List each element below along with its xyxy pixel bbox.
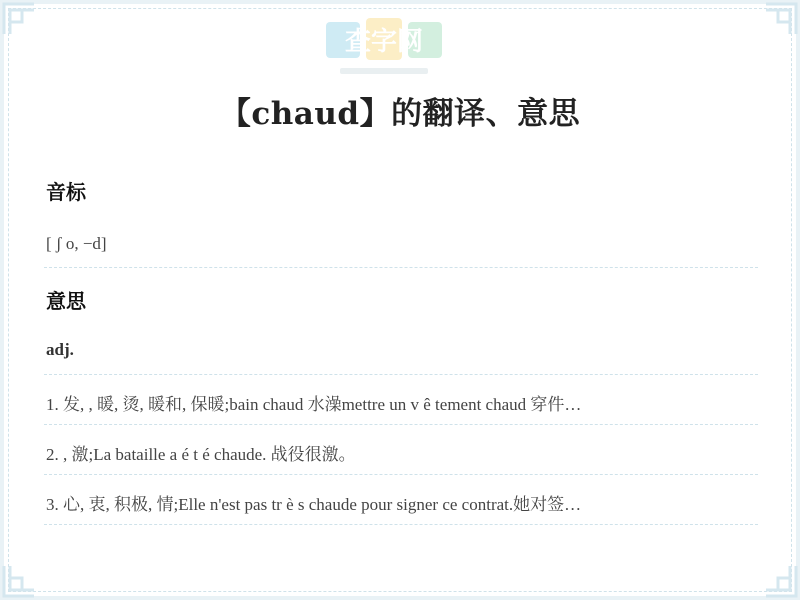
meaning-item-3: 3. 心, 衷, 积极, 情;Elle n'est pas tr è s chaude pour signer ce contrat.她对签…: [46, 495, 582, 514]
meaning-heading: 意思: [46, 289, 86, 313]
divider: [44, 267, 758, 268]
corner-ornament-bottom-right: [764, 564, 798, 598]
corner-ornament-top-left: [2, 2, 36, 36]
page-title: 【chaud】的翻译、意思: [219, 96, 581, 132]
meaning-item-2: 2. , 激;La bataille a é t é chaude. 战役很激。: [46, 445, 356, 464]
meaning-item-1: 1. 发, , 暖, 烫, 暖和, 保暖;bain chaud 水澡mettre un v ê tement chaud 穿件…: [46, 395, 582, 414]
divider: [44, 374, 758, 375]
part-of-speech: adj.: [46, 340, 74, 359]
phonetic-heading: 音标: [46, 180, 86, 204]
corner-ornament-top-right: [764, 2, 798, 36]
divider: [44, 474, 758, 475]
site-logo-watermark: [322, 16, 446, 80]
corner-ornament-bottom-left: [2, 564, 36, 598]
phonetic-text: [ ʃ o, −d]: [46, 234, 107, 253]
divider: [44, 524, 758, 525]
divider: [44, 424, 758, 425]
watermark-text: 查字网: [344, 27, 424, 57]
